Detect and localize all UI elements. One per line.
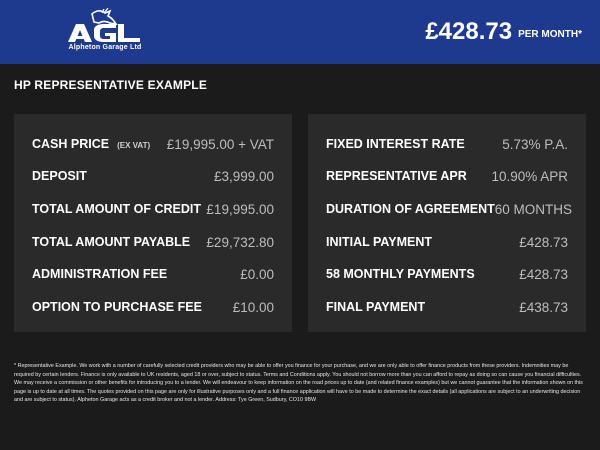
logo-subtitle: Alpheton Garage Ltd bbox=[68, 44, 142, 51]
final-payment-label: FINAL PAYMENT bbox=[326, 300, 426, 314]
deposit-value: £3,999.00 bbox=[213, 168, 274, 184]
apr-label: REPRESENTATIVE APR bbox=[326, 169, 467, 183]
row-option-fee bbox=[14, 295, 292, 319]
monthly-price-block bbox=[425, 14, 582, 50]
admin-fee-label: ADMINISTRATION FEE bbox=[32, 267, 168, 281]
monthly-price: £428.73 bbox=[425, 18, 513, 45]
total-credit-label: TOTAL AMOUNT OF CREDIT bbox=[32, 202, 201, 216]
deposit-label: DEPOSIT bbox=[32, 169, 87, 183]
row-interest-rate bbox=[308, 132, 586, 156]
cash-price-value: £19,995.00 + VAT bbox=[166, 136, 274, 152]
duration-value: 60 MONTHS bbox=[494, 201, 573, 217]
interest-rate-label: FIXED INTEREST RATE bbox=[326, 137, 465, 151]
apr-value: 10.90% APR bbox=[491, 168, 568, 184]
header-bar bbox=[0, 0, 600, 64]
company-logo[interactable] bbox=[58, 8, 148, 54]
final-payment-value: £438.73 bbox=[519, 299, 568, 315]
horse-logo-icon bbox=[58, 8, 148, 46]
row-total-payable bbox=[14, 230, 292, 254]
duration-label: DURATION OF AGREEMENT bbox=[326, 202, 495, 216]
total-payable-value: £29,732.80 bbox=[206, 234, 274, 250]
row-final-payment bbox=[308, 295, 586, 319]
section-title: HP REPRESENTATIVE EXAMPLE bbox=[14, 78, 208, 92]
initial-payment-value: £428.73 bbox=[519, 234, 568, 250]
admin-fee-value: £0.00 bbox=[240, 266, 274, 282]
total-payable-label: TOTAL AMOUNT PAYABLE bbox=[32, 235, 191, 249]
row-label bbox=[32, 137, 150, 151]
row-monthly-payments bbox=[308, 262, 586, 286]
finance-disclaimer: * Representative Example. We work with a number of carefully selected credit providers who may be able to offer you finance for your purchase, and we are only able to offer finance products from these providers. Indemnities may be required by certain lenders. Finance is only available to UK residents, aged 18 or over, subject to status. Terms and Conditions apply. You should not borrow more than you can afford to repay as doing so can cause you financial difficulties. We may receive a commission or other benefits for introducing you to a lender. We will endeavour to keep information on the road prices up to date (and related finance examples) but we cannot guarantee that the information shown on this page is up to date at all times. The quotes provided on this page are only for illustrative purposes only and a full finance application will have to be made to determine the exact details (all applications are subject to an underwriting decision and are subject to status). Alpheton Garage acts as a credit broker and not a lender. Address: Tye Green, Sudbury, CO10 9BW bbox=[14, 363, 583, 404]
monthly-payments-label: 58 MONTHLY PAYMENTS bbox=[326, 267, 475, 281]
row-total-credit bbox=[14, 197, 292, 221]
option-fee-value: £10.00 bbox=[232, 299, 274, 315]
row-duration bbox=[308, 197, 586, 221]
row-cash-price bbox=[14, 132, 292, 156]
row-deposit bbox=[14, 164, 292, 188]
total-credit-value: £19,995.00 bbox=[206, 201, 274, 217]
monthly-payments-value: £428.73 bbox=[519, 266, 568, 282]
option-fee-label: OPTION TO PURCHASE FEE bbox=[32, 300, 202, 314]
row-initial-payment bbox=[308, 230, 586, 254]
finance-panel-right bbox=[308, 114, 586, 332]
row-admin-fee bbox=[14, 262, 292, 286]
interest-rate-value: 5.73% P.A. bbox=[502, 136, 568, 152]
row-apr bbox=[308, 164, 586, 188]
finance-panel-left bbox=[14, 114, 292, 332]
initial-payment-label: INITIAL PAYMENT bbox=[326, 235, 433, 249]
per-month-label: PER MONTH* bbox=[518, 29, 582, 40]
ex-vat-label: (EX VAT) bbox=[117, 141, 151, 150]
cash-price-label: CASH PRICE bbox=[32, 137, 110, 151]
